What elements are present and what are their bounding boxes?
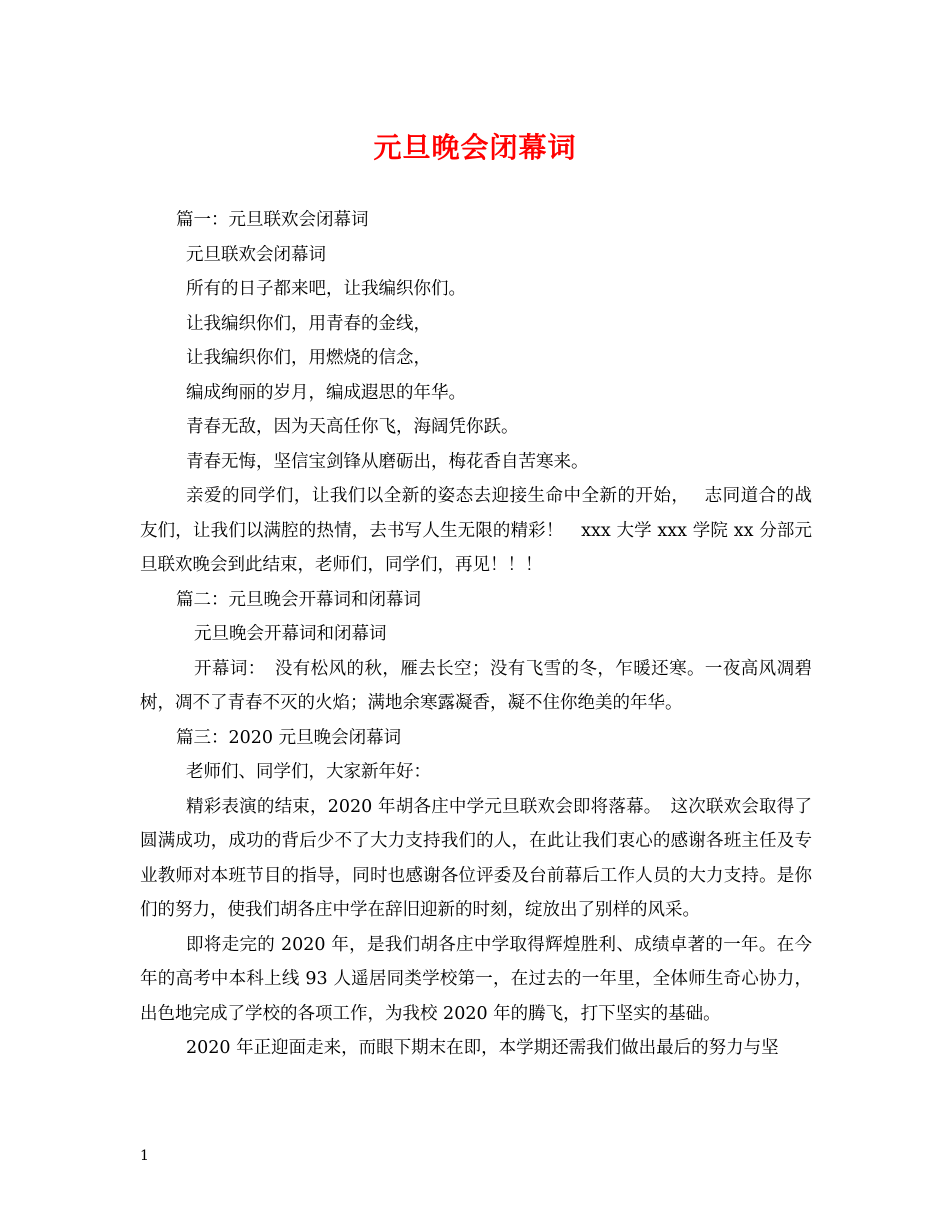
paragraph: 精彩表演的结束，2020 年胡各庄中学元旦联欢会即将落幕。 这次联欢会取得了圆满成功，成功的背后少不了大力支持我们的人，在此让我们衷心的感谢各班主任及专业教师对本班节目的指导，同时也感谢各位评委及台前幕后工作人员的大力支持。是你们的努力，使我们胡各庄中学在辞旧迎新的时刻，绽放出了别样的风采。	[140, 796, 812, 920]
paragraph: 2020 年正迎面走来，而眼下期末在即，本学期还需我们做出最后的努力与坚	[186, 1038, 779, 1058]
poem-line: 青春无悔，坚信宝剑锋从磨砺出，梅花香自苦寒来。	[186, 451, 589, 472]
page-number: 1	[140, 1148, 149, 1164]
poem-line: 编成绚丽的岁月，编成遐思的年华。	[186, 382, 466, 403]
poem-line: 让我编织你们，用燃烧的信念，	[186, 348, 431, 368]
section-heading-1: 篇一：元旦联欢会闭幕词	[176, 210, 369, 230]
document-title: 元旦晚会闭幕词	[373, 131, 577, 164]
subheading-1: 元旦联欢会闭幕词	[186, 244, 326, 265]
poem-line: 让我编织你们，用青春的金线，	[186, 313, 431, 334]
section-heading-3: 篇三：2020 元旦晚会闭幕词	[176, 727, 402, 748]
document-body	[140, 203, 812, 1066]
paragraph: 即将走完的 2020 年，是我们胡各庄中学取得辉煌胜利、成绩卓著的一年。在今年的高考中本科上线 93 人遥居同类学校第一，在过去的一年里，全体师生奇心协力，出色地完成了学校的各项工作，为我校 2020 年的腾飞，打下坚实的基础。	[140, 934, 812, 1024]
poem-line: 青春无敌，因为天高任你飞，海阔凭你跃。	[186, 417, 519, 437]
poem-line: 所有的日子都来吧，让我编织你们。	[186, 279, 466, 299]
greeting-line: 老师们、同学们，大家新年好：	[186, 762, 431, 782]
paragraph-opening-speech: 开幕词： 没有松风的秋，雁去长空；没有飞雪的冬，乍暖还寒。一夜高风凋碧树，凋不了青春不灭的火焰；满地余寒露凝香，凝不住你绝美的年华。	[140, 658, 812, 713]
section-heading-2: 篇二：元旦晚会开幕词和闭幕词	[176, 589, 421, 610]
paragraph-closing-1: 亲爱的同学们，让我们以全新的姿态去迎接生命中全新的开始， 志同道合的战友们，让我们以满腔的热情，去书写人生无限的精彩！ xxx 大学 xxx 学院 xx 分部元旦联欢晚会到此结束，老师们，同学们，再见！！！	[140, 486, 812, 575]
subheading-2: 元旦晚会开幕词和闭幕词	[194, 624, 387, 644]
